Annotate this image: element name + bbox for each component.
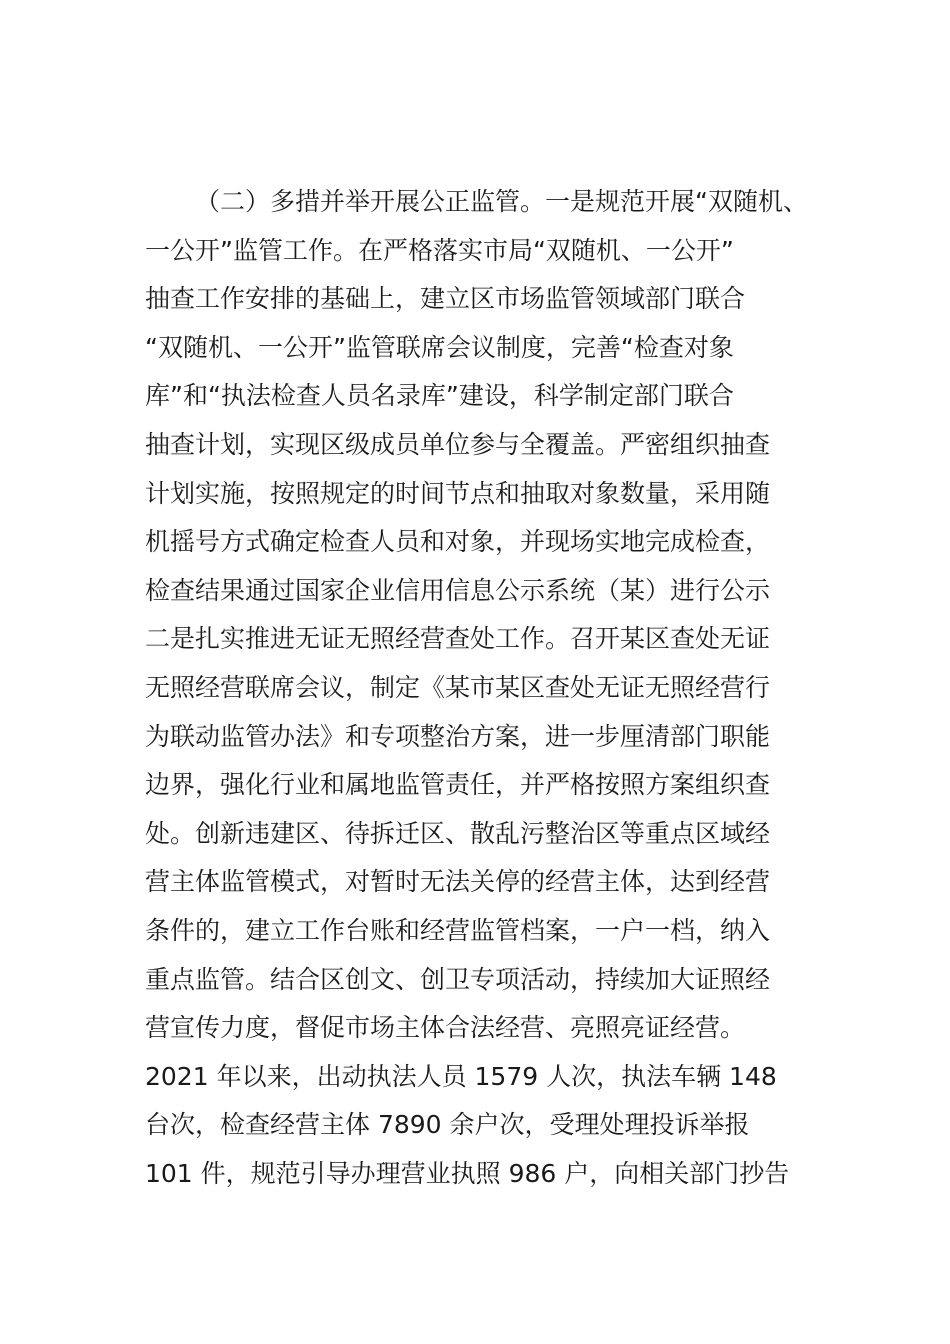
paragraph-line: 抽查工作安排的基础上，建立区市场监管领域部门联合 [145,284,746,314]
paragraph-line: 2021 年以来，出动执法人员 1579 人次，执法车辆 148 [145,1061,777,1091]
paragraph-line: “双随机、一公开”监管联席会议制度，完善“检查对象 [145,332,734,362]
paragraph-line: 边界，强化行业和属地监管责任，并严格按照方案组织查 [145,770,771,800]
paragraph-line: 重点监管。结合区创文、创卫专项活动，持续加大证照经 [145,964,771,994]
paragraph-line: 条件的，建立工作台账和经营监管档案，一户一档，纳入 [145,915,771,945]
paragraph-line: 营宣传力度，督促市场主体合法经营、亮照亮证经营。 [145,1013,746,1043]
paragraph-line: 一公开”监管工作。在严格落实市局“双随机、一公开” [145,235,734,265]
paragraph-line: 计划实施，按照规定的时间节点和抽取对象数量，采用随 [145,478,771,508]
paragraph-line: 机摇号方式确定检查人员和对象，并现场实地完成检查， [145,527,771,557]
paragraph-line: 二是扎实推进无证无照经营查处工作。召开某区查处无证 [145,624,771,654]
paragraph-line: 为联动监管办法》和专项整治方案，进一步厘清部门职能 [145,721,771,751]
paragraph-line: 无照经营联席会议，制定《某市某区查处无证无照经营行 [145,672,771,702]
paragraph-line: 抽查计划，实现区级成员单位参与全覆盖。严密组织抽查 [145,429,771,459]
paragraph-line: （二）多措并举开展公正监管。一是规范开展“双随机、 [195,187,808,216]
paragraph-line: 库”和“执法检查人员名录库”建设，科学制定部门联合 [145,381,734,411]
paragraph-line: 营主体监管模式，对暂时无法关停的经营主体，达到经营 [145,867,771,897]
body-paragraph [145,178,825,1198]
paragraph-line: 处。创新违建区、待拆迁区、散乱污整治区等重点区域经 [145,818,771,848]
paragraph-line: 检查结果通过国家企业信用信息公示系统（某）进行公示 [145,575,771,605]
paragraph-line: 101 件，规范引导办理营业执照 986 户，向相关部门抄告 [145,1158,790,1188]
paragraph-line: 台次，检查经营主体 7890 余户次，受理处理投诉举报 [145,1110,750,1140]
